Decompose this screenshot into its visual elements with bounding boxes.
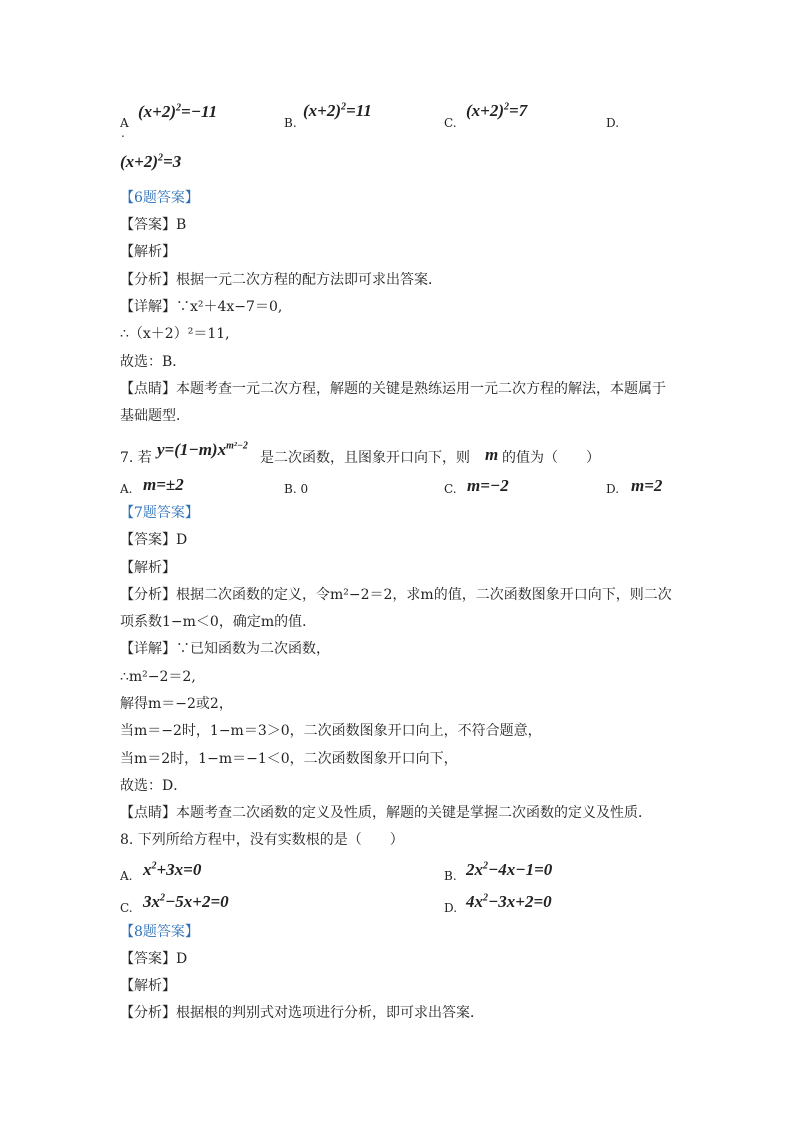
q6-option-a-equation: $(x+2)^2=-11$ — [138, 102, 218, 121]
q7-stem-m: m — [485, 445, 499, 464]
q7-detail-4: 当m＝−2时，1−m＝3＞0，二次函数图象开口向上，不符合题意， — [120, 723, 542, 739]
q7-detail-5: 当m＝2时，1−m＝−1＜0，二次函数图象开口向下， — [120, 751, 458, 767]
q7-detail-3: 解得m＝−2或2， — [120, 696, 233, 712]
q7-analysis-2: 项系数1−m＜0，确定m的值． — [120, 614, 317, 630]
q6-comment-2: 基础题型． — [120, 408, 190, 424]
q6-option-b-label: B. — [284, 116, 297, 130]
q7-comment: 【点睛】本题考查二次函数的定义及性质，解题的关键是掌握二次函数的定义及性质． — [120, 805, 652, 821]
q7-stem-middle: 是二次函数，且图象开口向下，则 — [260, 450, 470, 466]
q6-analysis: 【分析】根据一元二次方程的配方法即可求出答案． — [120, 272, 442, 288]
q6-option-a-dot: . — [121, 126, 125, 140]
q6-comment-1: 【点睛】本题考查一元二次方程，解题的关键是熟练运用一元二次方程的解法，本题属于 — [120, 381, 666, 397]
q7-answer: 【答案】D — [120, 532, 188, 548]
q7-detail-1: 【详解】∵已知函数为二次函数， — [120, 641, 330, 657]
q7-detail-2: ∴m²−2＝2, — [120, 669, 196, 685]
q6-jiexi: 【解析】 — [120, 244, 176, 260]
q7-jiexi: 【解析】 — [120, 560, 176, 576]
q8-stem: 8. 下列所给方程中，没有实数根的是（ ） — [120, 832, 404, 848]
q6-choose: 故选：B． — [120, 354, 187, 370]
q8-jiexi: 【解析】 — [120, 978, 176, 994]
q6-option-c-label: C. — [444, 116, 457, 130]
q8-answer: 【答案】D — [120, 951, 188, 967]
q8-option-d-equation: $4x^2-3x+2=0$ — [466, 892, 552, 911]
q7-answer-tag: 【7题答案】 — [120, 505, 199, 521]
q6-option-c-equation: $(x+2)^2=7$ — [466, 101, 528, 120]
q6-option-a-label: A — [120, 116, 129, 130]
q7-option-a-equation: m=±2 — [143, 475, 184, 494]
q8-option-a-label: A. — [120, 869, 133, 883]
q6-detail-2: ∴（x＋2）²＝11, — [120, 326, 230, 342]
q8-option-c-label: C. — [120, 901, 133, 915]
q7-option-c-label: C. — [444, 482, 457, 496]
q7-option-d-equation: m=2 — [631, 476, 663, 495]
q7-option-c-equation: m=−2 — [467, 476, 509, 495]
q6-option-d-equation: $(x+2)^2=3$ — [120, 152, 182, 171]
q7-stem-equation: $y=(1-m)x^{m^2-2}$ — [157, 440, 248, 459]
q7-stem-end: 的值为（ ） — [502, 450, 600, 466]
q8-option-d-label: D. — [444, 901, 458, 915]
q8-option-c-equation: $3x^2-5x+2=0$ — [143, 892, 229, 911]
q7-option-a-label: A. — [120, 482, 133, 496]
q7-option-d-label: D. — [606, 482, 620, 496]
q8-option-a-equation: $x^2+3x=0$ — [143, 860, 202, 879]
q6-detail-1: 【详解】∵x²＋4x−7＝0, — [120, 299, 283, 315]
q6-option-b-equation: $(x+2)^2=11$ — [303, 101, 372, 120]
q8-analysis: 【分析】根据根的判别式对选项进行分析，即可求出答案． — [120, 1005, 484, 1021]
q8-answer-tag: 【8题答案】 — [120, 924, 199, 940]
q7-choose: 故选：D． — [120, 778, 188, 794]
q8-option-b-equation: $2x^2-4x-1=0$ — [466, 860, 553, 879]
q6-option-d-label: D. — [606, 116, 620, 130]
q7-option-b: B. 0 — [284, 482, 309, 496]
q7-analysis-1: 【分析】根据二次函数的定义，令m²−2＝2，求m的值，二次函数图象开口向下，则二次 — [120, 587, 672, 603]
q8-option-b-label: B. — [444, 869, 457, 883]
q6-answer-tag: 【6题答案】 — [120, 190, 199, 206]
q7-stem-number: 7. 若 — [120, 450, 152, 466]
q6-answer: 【答案】B — [120, 217, 187, 233]
